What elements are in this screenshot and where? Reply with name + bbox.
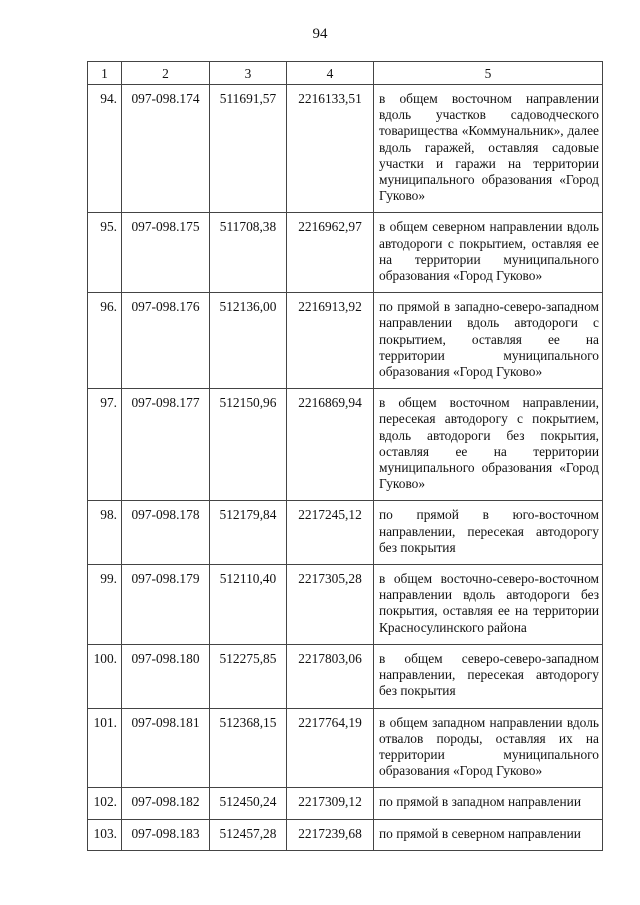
coordinate-x: 512368,15 bbox=[210, 708, 287, 788]
column-header-4: 4 bbox=[287, 62, 374, 85]
column-header-3: 3 bbox=[210, 62, 287, 85]
coordinate-y: 2217764,19 bbox=[287, 708, 374, 788]
coordinate-x: 512457,28 bbox=[210, 819, 287, 850]
table-row bbox=[88, 565, 603, 645]
boundary-description: в общем восточном направлении, пересекая автодорогу с покрытием, вдоль автодороги без покрытия, оставляя ее на территории муниципального образования «Город Гуково» bbox=[374, 389, 603, 501]
boundary-description: в общем восточно-северо-восточном направлении вдоль автодороги без покрытия, оставляя ее на территории Красносулинского района bbox=[374, 565, 603, 645]
column-header-2: 2 bbox=[122, 62, 210, 85]
coordinate-y: 2217239,68 bbox=[287, 819, 374, 850]
point-code: 097-098.182 bbox=[122, 788, 210, 819]
coordinate-y: 2216869,94 bbox=[287, 389, 374, 501]
boundary-points-table bbox=[87, 61, 603, 851]
table-row bbox=[88, 644, 603, 708]
boundary-description: в общем северном направлении вдоль автодороги с покрытием, оставляя ее на территории муниципального образования «Город Гуково» bbox=[374, 213, 603, 293]
coordinate-y: 2217305,28 bbox=[287, 565, 374, 645]
point-code: 097-098.181 bbox=[122, 708, 210, 788]
boundary-description: по прямой в западном направлении bbox=[374, 788, 603, 819]
row-number: 100. bbox=[88, 644, 122, 708]
column-header-1: 1 bbox=[88, 62, 122, 85]
coordinate-y: 2216913,92 bbox=[287, 293, 374, 389]
coordinate-x: 511708,38 bbox=[210, 213, 287, 293]
row-number: 97. bbox=[88, 389, 122, 501]
table-row bbox=[88, 389, 603, 501]
boundary-description: в общем северо-северо-западном направлении, пересекая автодорогу без покрытия bbox=[374, 644, 603, 708]
point-code: 097-098.176 bbox=[122, 293, 210, 389]
coordinate-x: 512110,40 bbox=[210, 565, 287, 645]
coordinate-x: 512450,24 bbox=[210, 788, 287, 819]
column-header-5: 5 bbox=[374, 62, 603, 85]
coordinate-y: 2217245,12 bbox=[287, 501, 374, 565]
point-code: 097-098.177 bbox=[122, 389, 210, 501]
row-number: 101. bbox=[88, 708, 122, 788]
row-number: 94. bbox=[88, 85, 122, 213]
row-number: 99. bbox=[88, 565, 122, 645]
table-row bbox=[88, 85, 603, 213]
table-row bbox=[88, 819, 603, 850]
row-number: 95. bbox=[88, 213, 122, 293]
coordinate-x: 512275,85 bbox=[210, 644, 287, 708]
coordinate-x: 512179,84 bbox=[210, 501, 287, 565]
boundary-description: по прямой в западно-северо-западном направлении вдоль автодороги с покрытием, оставляя ее на территории муниципального образования «Город Гуково» bbox=[374, 293, 603, 389]
page-number: 94 bbox=[312, 26, 328, 42]
point-code: 097-098.180 bbox=[122, 644, 210, 708]
boundary-description: по прямой в юго-восточном направлении, пересекая автодорогу без покрытия bbox=[374, 501, 603, 565]
row-number: 96. bbox=[88, 293, 122, 389]
boundary-description: по прямой в северном направлении bbox=[374, 819, 603, 850]
row-number: 98. bbox=[88, 501, 122, 565]
point-code: 097-098.174 bbox=[122, 85, 210, 213]
boundary-description: в общем западном направлении вдоль отвалов породы, оставляя их на территории муниципального образования «Город Гуково» bbox=[374, 708, 603, 788]
coordinate-y: 2216133,51 bbox=[287, 85, 374, 213]
coordinate-y: 2217309,12 bbox=[287, 788, 374, 819]
point-code: 097-098.178 bbox=[122, 501, 210, 565]
boundary-description: в общем восточном направлении вдоль участков садоводческого товарищества «Коммунальник», далее вдоль гаражей, оставляя садовые участки и гаражи на территории муниципального образования «Город Гуково» bbox=[374, 85, 603, 213]
coordinate-y: 2217803,06 bbox=[287, 644, 374, 708]
coordinate-x: 512150,96 bbox=[210, 389, 287, 501]
point-code: 097-098.175 bbox=[122, 213, 210, 293]
table-row bbox=[88, 788, 603, 819]
coordinate-x: 512136,00 bbox=[210, 293, 287, 389]
row-number: 103. bbox=[88, 819, 122, 850]
table-row bbox=[88, 213, 603, 293]
table-row bbox=[88, 708, 603, 788]
table-header-row bbox=[88, 62, 603, 85]
point-code: 097-098.179 bbox=[122, 565, 210, 645]
coordinate-x: 511691,57 bbox=[210, 85, 287, 213]
table-row bbox=[88, 293, 603, 389]
point-code: 097-098.183 bbox=[122, 819, 210, 850]
table-row bbox=[88, 501, 603, 565]
coordinate-y: 2216962,97 bbox=[287, 213, 374, 293]
row-number: 102. bbox=[88, 788, 122, 819]
